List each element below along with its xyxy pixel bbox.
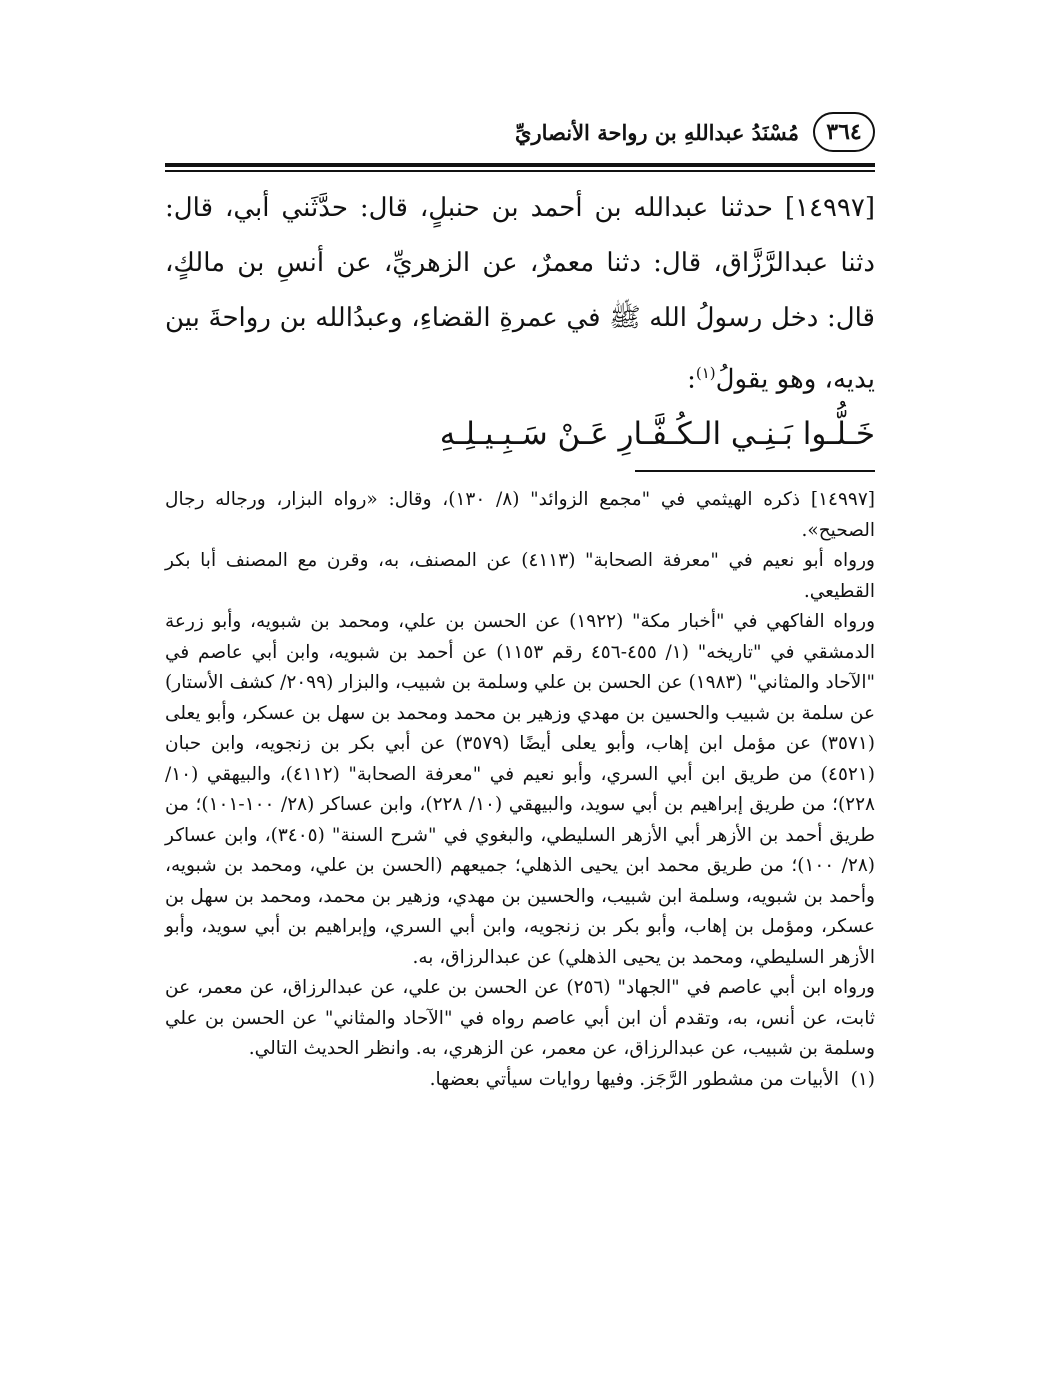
running-header	[165, 105, 875, 159]
hadith-paragraph	[165, 181, 875, 408]
footnote-takhrij-1: [١٤٩٩٧] ذكره الهيثمي في "مجمع الزوائد" (٨/ ١٣٠)، وقال: «رواه البزار، ورجاله رجال الصحيح».	[165, 489, 875, 541]
header-rule-thin	[165, 170, 875, 172]
hadith-paragraph-end: :	[687, 364, 696, 395]
footnote-1-marker: (١)	[850, 1068, 875, 1090]
running-title: مُسْنَدُ عبداللهِ بن رواحة الأنصاريِّ	[515, 119, 799, 145]
footnote-separator	[635, 470, 875, 472]
hadith-paragraph-text: [١٤٩٩٧] حدثنا عبدالله بن أحمد بن حنبلٍ، قال: حدَّثَني أبي، قال: دثنا عبدالرَّزَّاق، قال: دثنا معمرٌ، عن الزهريِّ، عن أنسِ بن مالكٍ، قال: دخل رسولُ الله ﷺ في عمرةِ القضاءِ، وعبدُالله بن رواحةَ بين يديه، وهو يقولُ	[165, 193, 875, 395]
header-rule-thick	[165, 163, 875, 167]
page	[165, 105, 875, 1305]
footnote-ref: (١)	[695, 364, 716, 382]
page-number: ٣٦٤	[813, 112, 875, 152]
footnote-takhrij-2: ورواه أبو نعيم في "معرفة الصحابة" (٤١١٣) عن المصنف، به، وقرن مع المصنف أبا بكر القطيعي.	[165, 550, 875, 602]
footnote-takhrij-3: ورواه الفاكهي في "أخبار مكة" (١٩٢٢) عن الحسن بن علي، ومحمد بن شبويه، وأبو زرعة الدمشقي في "تاريخه" (١/ ٤٥٥-٤٥٦ رقم ١١٥٣) عن أحمد بن شبويه، وابن أبي عاصم في "الآحاد والمثاني" (١٩٨٣) عن الحسن بن علي وسلمة بن شبيب، والبزار (٢٠٩٩/ كشف الأستار) عن سلمة بن شبيب والحسين بن مهدي وزهير بن محمد ومحمد بن سهل بن عسكر، وأبو يعلى (٣٥٧١) عن مؤمل ابن إهاب، وأبو يعلى أيضًا (٣٥٧٩) عن أبي بكر بن زنجويه، وابن حبان (٤٥٢١) من طريق ابن أبي السري، وأبو نعيم في "معرفة الصحابة" (٤١١٢)، والبيهقي (١٠/ ٢٢٨)؛ من طريق إبراهيم بن أبي سويد، والبيهقي (١٠/ ٢٢٨)، وابن عساكر (٢٨/ ١٠٠-١٠١)؛ من طريق أحمد بن الأزهر أبي الأزهر السليطي، والبغوي في "شرح السنة" (٣٤٠٥)، وابن عساكر (٢٨/ ١٠٠)؛ من طريق محمد ابن يحيى الذهلي؛ جميعهم (الحسن بن علي، ومحمد بن شبويه، وأحمد بن شبويه، وسلمة ابن شبيب، والحسين بن مهدي، وزهير بن محمد، ومحمد بن سهل بن عسكر، ومؤمل بن إهاب، وأبو بكر بن زنجويه، وابن أبي السري، وإبراهيم بن أبي سويد، وأبو الأزهر السليطي، ومحمد بن يحيى الذهلي) عن عبدالرزاق، به.	[165, 611, 875, 968]
footnote-1-text: الأبيات من مشطور الرَّجَز. وفيها روايات سيأتي بعضها.	[429, 1068, 839, 1090]
footnote-1	[165, 1065, 875, 1096]
footnote-takhrij-4: ورواه ابن أبي عاصم في "الجهاد" (٢٥٦) عن الحسن بن علي، عن عبدالرزاق، عن معمر، عن ثابت، عن أنس، به، وتقدم أن ابن أبي عاصم رواه في "الآحاد والمثاني" عن الحسن بن علي وسلمة بن شبيب، عن عبدالرزاق، عن معمر، عن الزهري، به. وانظر الحديث التالي.	[165, 977, 875, 1059]
verse-line: خَـلُّـوا بَـنِـي الـكُـفَّـارِ عَـنْ سَـبِـيـلِـهِ	[439, 415, 875, 452]
footnotes	[165, 485, 875, 1095]
hadith-text	[165, 181, 875, 464]
